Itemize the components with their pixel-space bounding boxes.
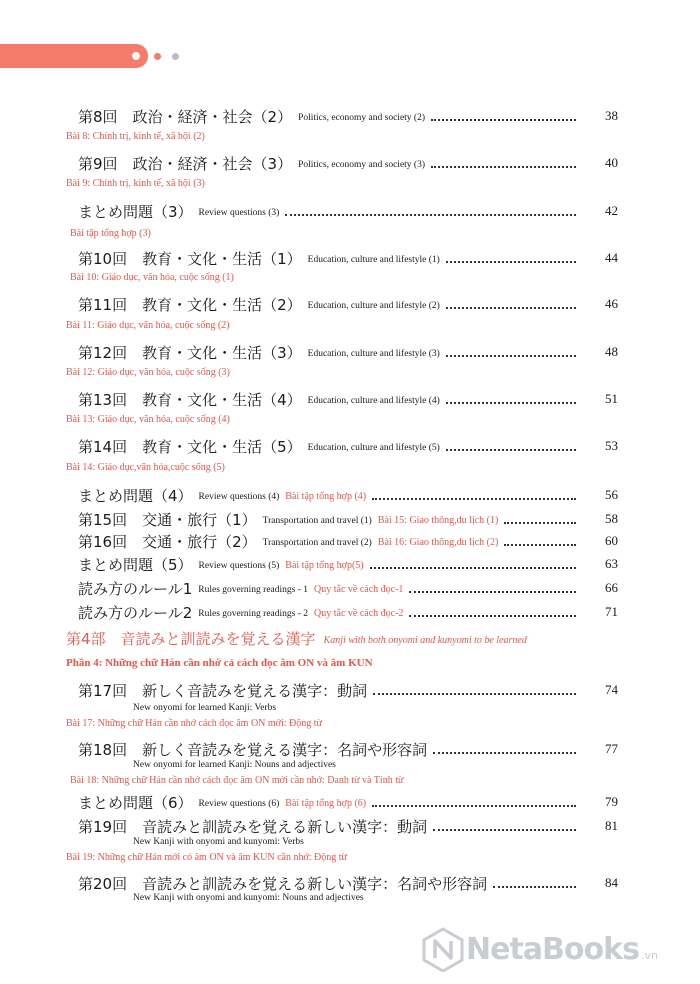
vietnamese-subtitle: Bài 18: Những chữ Hán cần nhớ cách đọc âm ON mới cần nhớ: Danh từ và Tính từ — [70, 775, 404, 786]
toc-entry[interactable]: 第9回 政治・経済・社会（3） Politics, economy and society (3) 40 — [78, 155, 618, 173]
dot-leader — [433, 752, 576, 754]
dot-leader — [446, 307, 576, 309]
page-number: 44 — [605, 250, 618, 265]
dot-leader — [372, 805, 576, 807]
toc-entry[interactable]: 第12回 教育・文化・生活（3） Education, culture and lifestyle (3) 48 — [78, 344, 618, 362]
toc-entry[interactable]: 第20回 音読みと訓読みを覚える新しい漢字：名詞や形容詞 84 — [78, 875, 618, 893]
dot-leader — [504, 522, 576, 524]
dot-leader — [493, 886, 576, 888]
header-accent-bar — [0, 44, 148, 68]
toc-entry[interactable]: 第11回 教育・文化・生活（2） Education, culture and lifestyle (2) 46 — [78, 296, 618, 314]
page-number: 74 — [605, 682, 618, 697]
dot-leader — [431, 166, 576, 168]
dot-leader — [373, 693, 576, 695]
dot-leader — [409, 591, 576, 593]
toc-entry[interactable]: まとめ問題（4） Review questions (4) Bài tập tổng hợp (4) 56 — [78, 487, 618, 505]
page-number: 58 — [605, 511, 618, 526]
vietnamese-subtitle: Bài 17: Những chữ Hán cần nhớ cách đọc âm ON mới: Động từ — [66, 718, 322, 729]
toc-entry[interactable]: 第18回 新しく音読みを覚える漢字：名詞や形容詞 77 — [78, 741, 618, 759]
dot-leader — [446, 261, 576, 263]
header-dot-grey — [172, 53, 179, 60]
part-title-vi: Phần 4: Những chữ Hán cần nhớ cả cách đọc âm ON và âm KUN — [66, 657, 373, 669]
dot-leader — [370, 567, 576, 569]
page-number: 38 — [605, 108, 618, 123]
page-number: 56 — [605, 487, 618, 502]
dot-leader — [433, 829, 576, 831]
page-number: 79 — [605, 794, 618, 809]
page-number: 42 — [605, 203, 618, 218]
page-number: 84 — [605, 875, 618, 890]
toc-entry[interactable]: まとめ問題（6） Review questions (6) Bài tập tổng hợp (6) 79 — [78, 794, 618, 812]
toc-entry[interactable]: 読み方のルール2 Rules governing readings - 2 Quy tắc về cách đọc-2 71 — [78, 604, 618, 622]
toc-entry[interactable]: 第17回 新しく音読みを覚える漢字：動詞 74 — [78, 682, 618, 700]
page-number: 51 — [605, 391, 618, 406]
vietnamese-subtitle: Bài 12: Giáo dục, văn hóa, cuộc sống (3) — [66, 367, 230, 378]
page-number: 81 — [605, 818, 618, 833]
english-subtitle: New onyomi for learned Kanji: Verbs — [133, 703, 277, 713]
page-number: 53 — [605, 438, 618, 453]
page-number: 71 — [605, 604, 618, 619]
toc-entry[interactable]: まとめ問題（5） Review questions (5) Bài tập tổng hợp(5) 63 — [78, 556, 618, 574]
vietnamese-subtitle: Bài 10: Giáo dục, văn hóa, cuộc sống (1) — [70, 272, 234, 283]
toc-entry[interactable]: 読み方のルール1 Rules governing readings - 1 Quy tắc về cách đọc-1 66 — [78, 580, 618, 598]
page-number: 66 — [605, 580, 618, 595]
header-dot-pink — [154, 53, 161, 60]
vietnamese-subtitle: Bài 13: Giáo dục, văn hóa, cuộc sống (4) — [66, 414, 230, 425]
page-number: 48 — [605, 344, 618, 359]
english-subtitle: New Kanji with onyomi and kunyomi: Nouns and adjectives — [133, 893, 364, 903]
page-number: 63 — [605, 556, 618, 571]
toc-entry[interactable]: 第14回 教育・文化・生活（5） Education, culture and lifestyle (5) 53 — [78, 438, 618, 456]
vietnamese-subtitle: Bài 11: Giáo dục, văn hóa, cuộc sống (2) — [66, 320, 230, 331]
vietnamese-subtitle: Bài 19: Những chữ Hán mới có âm ON và âm KUN cần nhớ: Động từ — [66, 852, 347, 863]
toc-entry[interactable]: 第13回 教育・文化・生活（4） Education, culture and lifestyle (4) 51 — [78, 391, 618, 409]
part-title-jp: 第4部 音読みと訓読みを覚える漢字 — [66, 630, 316, 648]
english-subtitle: New onyomi for learned Kanji: Nouns and adjectives — [133, 760, 336, 770]
vietnamese-subtitle: Bài 14: Giáo dục,văn hóa,cuộc sống (5) — [66, 462, 225, 473]
part-heading — [66, 628, 527, 649]
page-number: 60 — [605, 533, 618, 548]
vietnamese-subtitle: Bài 8: Chính trị, kinh tế, xã hội (2) — [66, 131, 205, 142]
watermark-name: NetaBooks — [466, 931, 639, 967]
netabooks-watermark — [420, 926, 658, 972]
toc-entry[interactable]: 第10回 教育・文化・生活（1） Education, culture and lifestyle (1) 44 — [78, 250, 618, 268]
dot-leader — [446, 402, 576, 404]
english-subtitle: New Kanji with onyomi and kunyomi: Verbs — [133, 837, 304, 847]
toc-entry[interactable]: 第8回 政治・経済・社会（2） Politics, economy and society (2) 38 — [78, 108, 618, 126]
watermark-suffix: .vn — [640, 948, 658, 962]
vietnamese-subtitle: Bài 9: Chính trị, kinh tế, xã hội (3) — [66, 178, 205, 189]
netabooks-logo-icon — [420, 926, 466, 972]
page-number: 46 — [605, 296, 618, 311]
dot-leader — [446, 449, 576, 451]
toc-entry[interactable]: 第16回 交通・旅行（2） Transportation and travel (2) Bài 16: Giao thông,du lịch (2) 60 — [78, 533, 618, 551]
dot-leader — [372, 498, 576, 500]
page-number: 40 — [605, 155, 618, 170]
dot-leader — [285, 214, 576, 216]
page-number: 77 — [605, 741, 618, 756]
toc-entry[interactable]: 第15回 交通・旅行（1） Transportation and travel (1) Bài 15: Giao thông,du lịch (1) 58 — [78, 511, 618, 529]
toc-entry[interactable]: 第19回 音読みと訓読みを覚える新しい漢字：動詞 81 — [78, 818, 618, 836]
dot-leader — [409, 615, 576, 617]
vietnamese-subtitle: Bài tập tổng hợp (3) — [70, 228, 151, 239]
toc-entry[interactable]: まとめ問題（3） Review questions (3) 42 — [78, 203, 618, 221]
dot-leader — [504, 544, 576, 546]
dot-leader — [446, 355, 576, 357]
dot-leader — [431, 119, 576, 121]
part-title-en: Kanji with both onyomi and kunyomi to be learned — [323, 635, 527, 646]
